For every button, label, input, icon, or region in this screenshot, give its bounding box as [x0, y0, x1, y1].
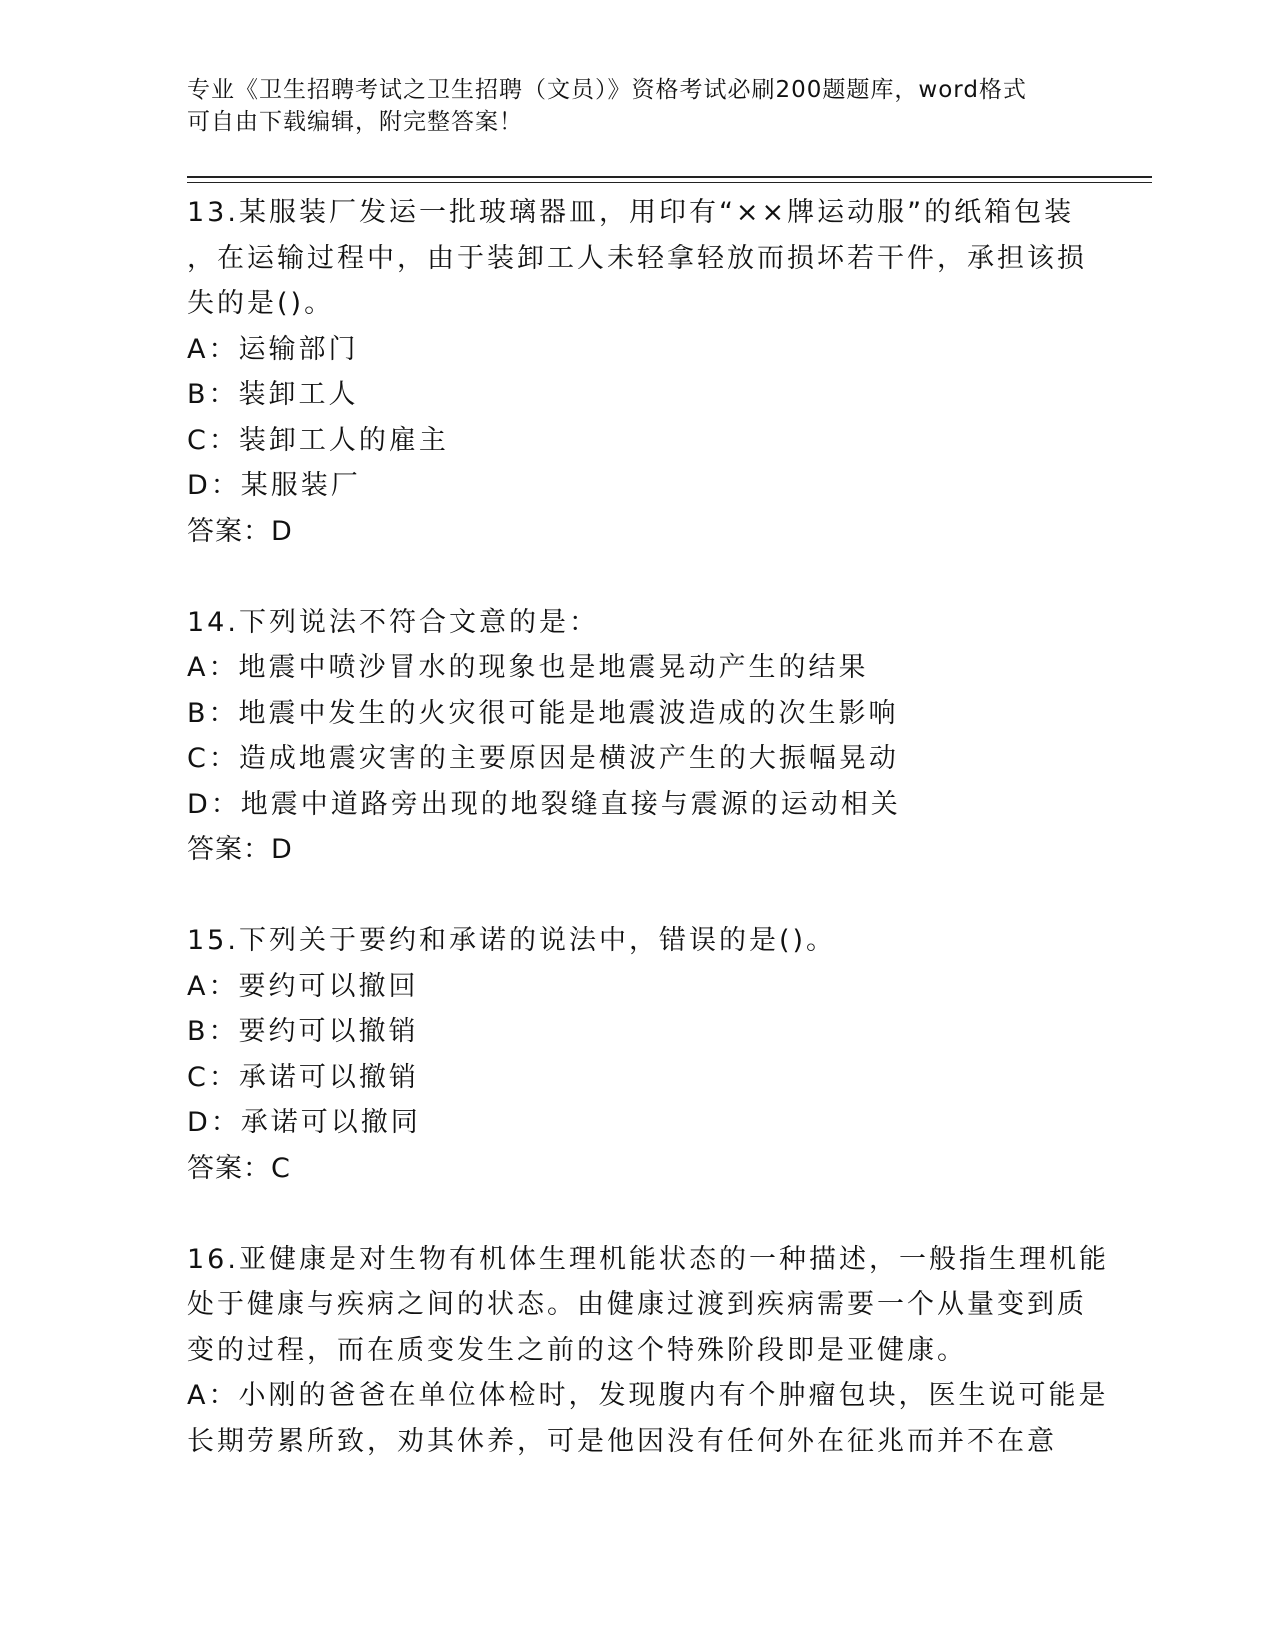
question-stem-line: 处于健康与疾病之间的状态。由健康过渡到疾病需要一个从量变到质 — [187, 1289, 1087, 1320]
option-c: C：装卸工人的雇主 — [187, 424, 449, 456]
question-spacer — [187, 554, 1087, 600]
option-a-continued: 长期劳累所致，劝其休养，可是他因没有任何外在征兆而并不在意 — [187, 1425, 1057, 1457]
option-d: D：地震中道路旁出现的地裂缝直接与震源的运动相关 — [187, 788, 901, 820]
header-line-1: 专业《卫生招聘考试之卫生招聘（文员）》资格考试必刷200题题库，word格式 — [187, 77, 1027, 103]
question-16 — [187, 1237, 1109, 1465]
header-divider-thin — [187, 182, 1152, 183]
option-b: B：装卸工人 — [187, 379, 359, 410]
question-14 — [187, 600, 1087, 873]
question-stem-line: 16.亚健康是对生物有机体生理机能状态的一种描述，一般指生理机能 — [187, 1243, 1109, 1275]
question-spacer — [187, 873, 1087, 919]
option-d: D：某服装厂 — [187, 470, 361, 501]
answer-line: 答案：D — [187, 834, 293, 865]
question-list — [187, 190, 1109, 1464]
option-a: A：小刚的爸爸在单位体检时，发现腹内有个肿瘤包块，医生说可能是 — [187, 1380, 1109, 1411]
option-a: A：地震中喷沙冒水的现象也是地震晃动产生的结果 — [187, 652, 869, 683]
question-stem-line: 15.下列关于要约和承诺的说法中，错误的是()。 — [187, 925, 837, 956]
option-d: D：承诺可以撤同 — [187, 1107, 421, 1138]
option-b: B：地震中发生的火灾很可能是地震波造成的次生影响 — [187, 697, 899, 729]
header-line-2: 可自由下载编辑，附完整答案！ — [187, 109, 523, 135]
question-stem-line: 失的是()。 — [187, 288, 335, 319]
option-c: C：造成地震灾害的主要原因是横波产生的大振幅晃动 — [187, 743, 899, 774]
option-c: C：承诺可以撤销 — [187, 1061, 419, 1093]
question-15 — [187, 918, 1087, 1191]
answer-line: 答案：D — [187, 515, 293, 547]
question-13 — [187, 190, 1087, 554]
option-a: A：运输部门 — [187, 333, 359, 365]
question-spacer — [187, 1191, 1087, 1237]
question-stem-line: 14.下列说法不符合文意的是： — [187, 606, 599, 638]
question-stem-line: ，在运输过程中，由于装卸工人未轻拿轻放而损坏若干件，承担该损 — [187, 242, 1087, 274]
option-a: A：要约可以撤回 — [187, 970, 419, 1002]
option-b: B：要约可以撤销 — [187, 1016, 419, 1047]
document-header — [187, 74, 1067, 138]
answer-line: 答案：C — [187, 1152, 291, 1184]
question-stem-line: 变的过程，而在质变发生之前的这个特殊阶段即是亚健康。 — [187, 1334, 967, 1366]
question-stem-line: 13.某服装厂发运一批玻璃器皿，用印有“××牌运动服”的纸箱包装 — [187, 197, 1075, 228]
header-divider-thick — [187, 176, 1152, 178]
